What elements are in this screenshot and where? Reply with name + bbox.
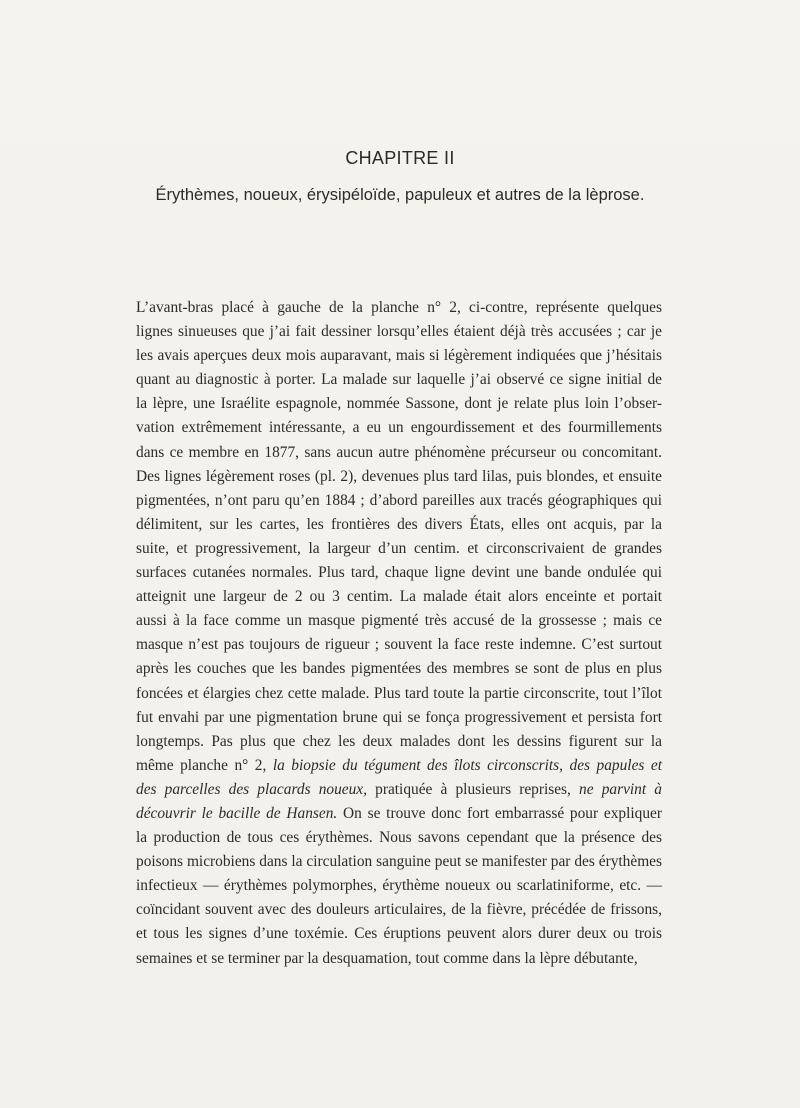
text-line: Des lignes légèrement roses (pl. 2), devenues plus tard lilas, puis blondes, et ensuite	[136, 467, 662, 485]
text-line: la lèpre, une Israélite espagnole, nommée Sassone, dont je relate plus loin l’obser-	[136, 395, 662, 413]
text-line: L’avant-bras placé à gauche de la planche n° 2, ci-contre, représente quelques	[136, 299, 662, 316]
text-fragment: On se trouve donc fort embarrassé pour expliquer	[337, 804, 662, 822]
text-line: après les couches que les bandes pigmentées des membres se sont de plus en plus	[136, 660, 662, 678]
text-line: quant au diagnostic à porter. La malade sur laquelle j’ai observé ce signe initial de	[136, 371, 662, 389]
text-line: atteignit une largeur de 2 ou 3 centim. La malade était alors enceinte et portait	[136, 588, 662, 606]
text-line: masque n’est pas toujours de rigueur ; souvent la face reste indemne. C’est surtout	[136, 636, 662, 654]
text-line: dans ce membre en 1877, sans aucun autre phénomène précurseur ou concomitant.	[136, 443, 662, 461]
text-fragment: pratiquée à plusieurs reprises,	[367, 780, 580, 798]
text-line: aussi à la face comme un masque pigmenté très accusé de la grossesse ; mais ce	[136, 612, 662, 630]
text-line: foncées et élargies chez cette malade. Plus tard toute la partie circonscrite, tout l’îlot	[136, 684, 662, 702]
chapter-title: CHAPITRE II	[345, 148, 455, 168]
text-line: semaines et se terminer par la desquamation, tout comme dans la lèpre débutante,	[136, 949, 638, 967]
text-line: pigmentées, n’ont paru qu’en 1884 ; d’abord pareilles aux tracés géographiques qui	[136, 491, 662, 509]
text-line: et tous les signes d’une toxémie. Ces éruptions peuvent alors durer deux ou trois	[136, 925, 662, 943]
text-line: surfaces cutanées normales. Plus tard, chaque ligne devint une bande ondulée qui	[136, 564, 662, 582]
text-line-mixed	[136, 754, 662, 778]
text-line: poisons microbiens dans la circulation sanguine peut se manifester par des érythèmes	[136, 853, 662, 871]
italic-fragment: des parcelles des placards noueux,	[136, 780, 367, 798]
text-line: suite, et progressivement, la largeur d’un centim. et circonscrivaient de grandes	[136, 539, 662, 557]
text-line: délimitent, sur les cartes, les frontières des divers États, elles ont acquis, par la	[136, 515, 662, 533]
text-line: coïncidant souvent avec des douleurs articulaires, de la fièvre, précédée de frissons,	[136, 901, 662, 919]
text-line: infectieux — érythèmes polymorphes, érythème noueux ou scarlatiniforme, etc. —	[136, 877, 662, 895]
text-line: la production de tous ces érythèmes. Nous savons cependant que la présence des	[136, 829, 662, 847]
text-line: longtemps. Pas plus que chez les deux malades dont les dessins figurent sur la	[136, 732, 662, 750]
text-fragment: même planche n° 2,	[136, 756, 273, 774]
italic-fragment: découvrir le bacille de Hansen.	[136, 804, 338, 822]
text-line-mixed	[136, 778, 662, 802]
italic-fragment: la biopsie du tégument des îlots circonscrits, des papules et	[272, 756, 663, 774]
text-line: lignes sinueuses que j’ai fait dessiner lorsqu’elles étaient déjà très accusées ; car je	[136, 323, 662, 341]
text-line: les avais aperçues deux mois auparavant, mais si légèrement indiquées que j’hésitais	[136, 347, 662, 365]
text-line: fut envahi par une pigmentation brune qui se fonça progressivement et persista fort	[136, 708, 662, 726]
body-paragraph	[136, 296, 662, 971]
italic-fragment: ne parvint à	[579, 780, 662, 798]
section-title: Érythèmes, noueux, érysipéloïde, papuleux et autres de la lèprose.	[155, 186, 645, 204]
text-line-mixed	[136, 802, 662, 826]
text-line: vation extrêmement intéressante, a eu un engourdissement et des fourmillements	[136, 419, 662, 437]
